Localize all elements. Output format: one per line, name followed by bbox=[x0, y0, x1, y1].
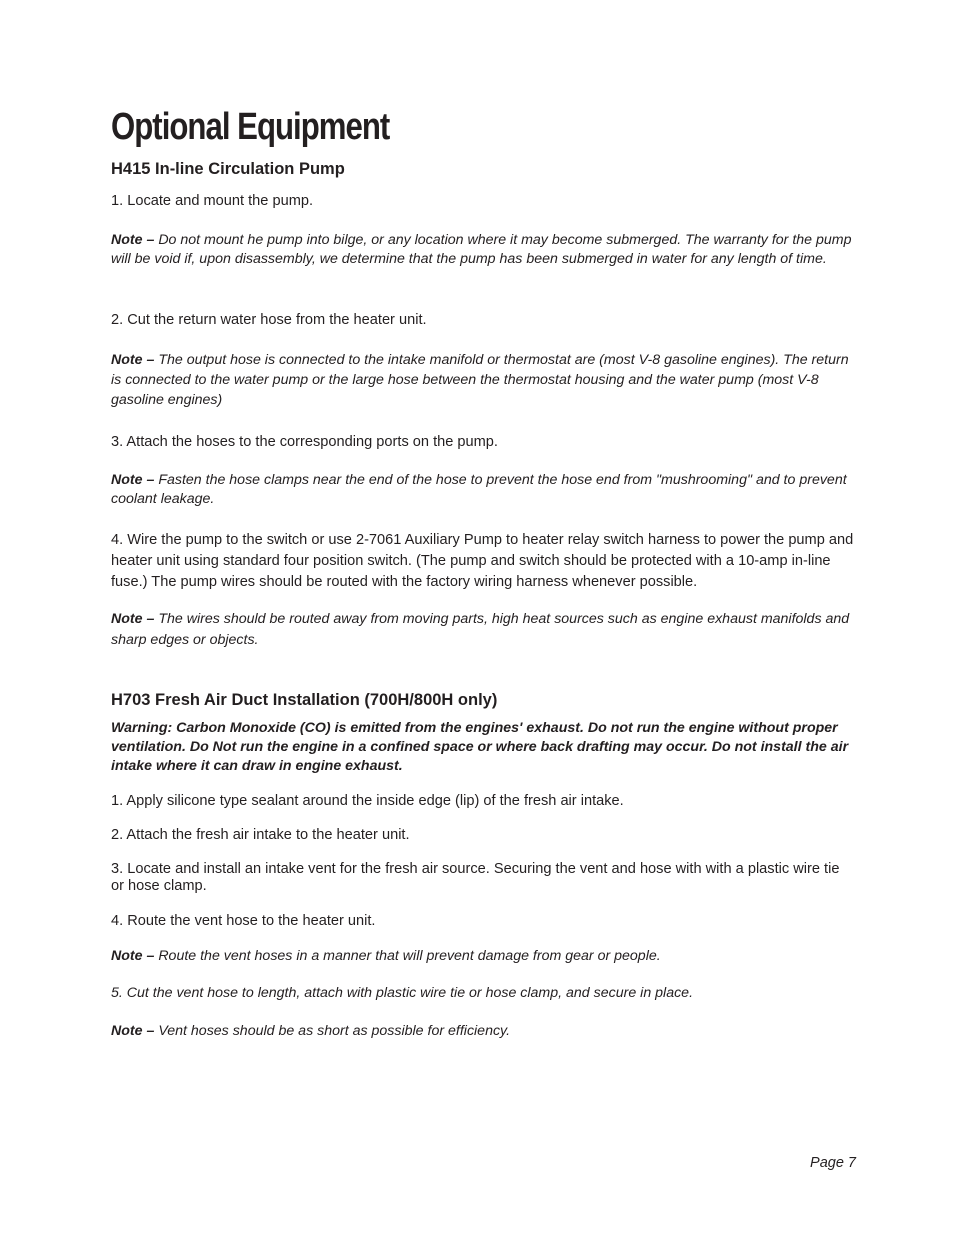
section-heading-circulation-pump: H415 In-line Circulation Pump bbox=[111, 160, 345, 178]
page-title: Optional Equipment bbox=[111, 106, 390, 148]
note-text: Route the vent hoses in a manner that will prevent damage from gear or people. bbox=[158, 948, 661, 964]
note-text: The output hose is connected to the intake manifold or thermostat are (most V-8 gasoline engines). The return is connected to the water pump or the large hose between the thermostat housing and the water pump (most V-8 gasoline engines) bbox=[111, 352, 849, 408]
duct-step-2: 2. Attach the fresh air intake to the heater unit. bbox=[111, 827, 410, 843]
co-warning: Warning: Carbon Monoxide (CO) is emitted from the engines' exhaust. Do not run the engine without proper ventilation. Do Not run the engine in a confined space or where back drafting may occur. Do not install the air intake where it can draw in engine exhaust. bbox=[111, 720, 849, 774]
note-label: Note – bbox=[111, 1023, 159, 1039]
note-label: Note – bbox=[111, 948, 159, 964]
page-number: Page 7 bbox=[810, 1155, 856, 1171]
duct-step-3: 3. Locate and install an intake vent for the fresh air source. Securing the vent and hose with with a plastic wire tie or hose clamp. bbox=[111, 861, 840, 894]
note-label: Note – bbox=[111, 232, 159, 248]
note-text: The wires should be routed away from moving parts, high heat sources such as engine exhaust manifolds and sharp edges or objects. bbox=[111, 611, 850, 648]
note-label: Note – bbox=[111, 611, 159, 627]
note-text: Do not mount he pump into bilge, or any location where it may become submerged. The warranty for the pump will be void if, upon disassembly, we determine that the pump has been submerged in water for any length of time. bbox=[111, 232, 852, 267]
pump-step-4: 4. Wire the pump to the switch or use 2-7061 Auxiliary Pump to heater relay switch harness to power the pump and heater unit using standard four position switch. (The pump and switch should be protected with a 10-amp in-line fuse.) The pump wires should be routed with the factory wiring harness whenever possible. bbox=[111, 532, 854, 590]
duct-step-4: 4. Route the vent hose to the heater unit. bbox=[111, 913, 376, 929]
pump-note-4 bbox=[111, 609, 856, 651]
pump-note-2 bbox=[111, 350, 856, 410]
duct-step-5: 5. Cut the vent hose to length, attach with plastic wire tie or hose clamp, and secure in place. bbox=[111, 985, 694, 1001]
duct-note-1 bbox=[111, 947, 856, 966]
duct-step-1: 1. Apply silicone type sealant around the inside edge (lip) of the fresh air intake. bbox=[111, 793, 624, 809]
note-label: Note – bbox=[111, 472, 159, 488]
pump-note-1 bbox=[111, 231, 856, 269]
note-label: Note – bbox=[111, 352, 159, 368]
pump-step-3: 3. Attach the hoses to the corresponding ports on the pump. bbox=[111, 434, 498, 450]
note-text: Vent hoses should be as short as possible for efficiency. bbox=[158, 1023, 511, 1039]
pump-step-1: 1. Locate and mount the pump. bbox=[111, 193, 314, 209]
duct-note-2 bbox=[111, 1022, 856, 1041]
pump-step-2: 2. Cut the return water hose from the heater unit. bbox=[111, 312, 427, 328]
pump-note-3 bbox=[111, 471, 856, 509]
section-heading-fresh-air-duct: H703 Fresh Air Duct Installation (700H/800H only) bbox=[111, 691, 498, 709]
note-text: Fasten the hose clamps near the end of the hose to prevent the hose end from "mushrooming" and to prevent coolant leakage. bbox=[111, 472, 847, 507]
